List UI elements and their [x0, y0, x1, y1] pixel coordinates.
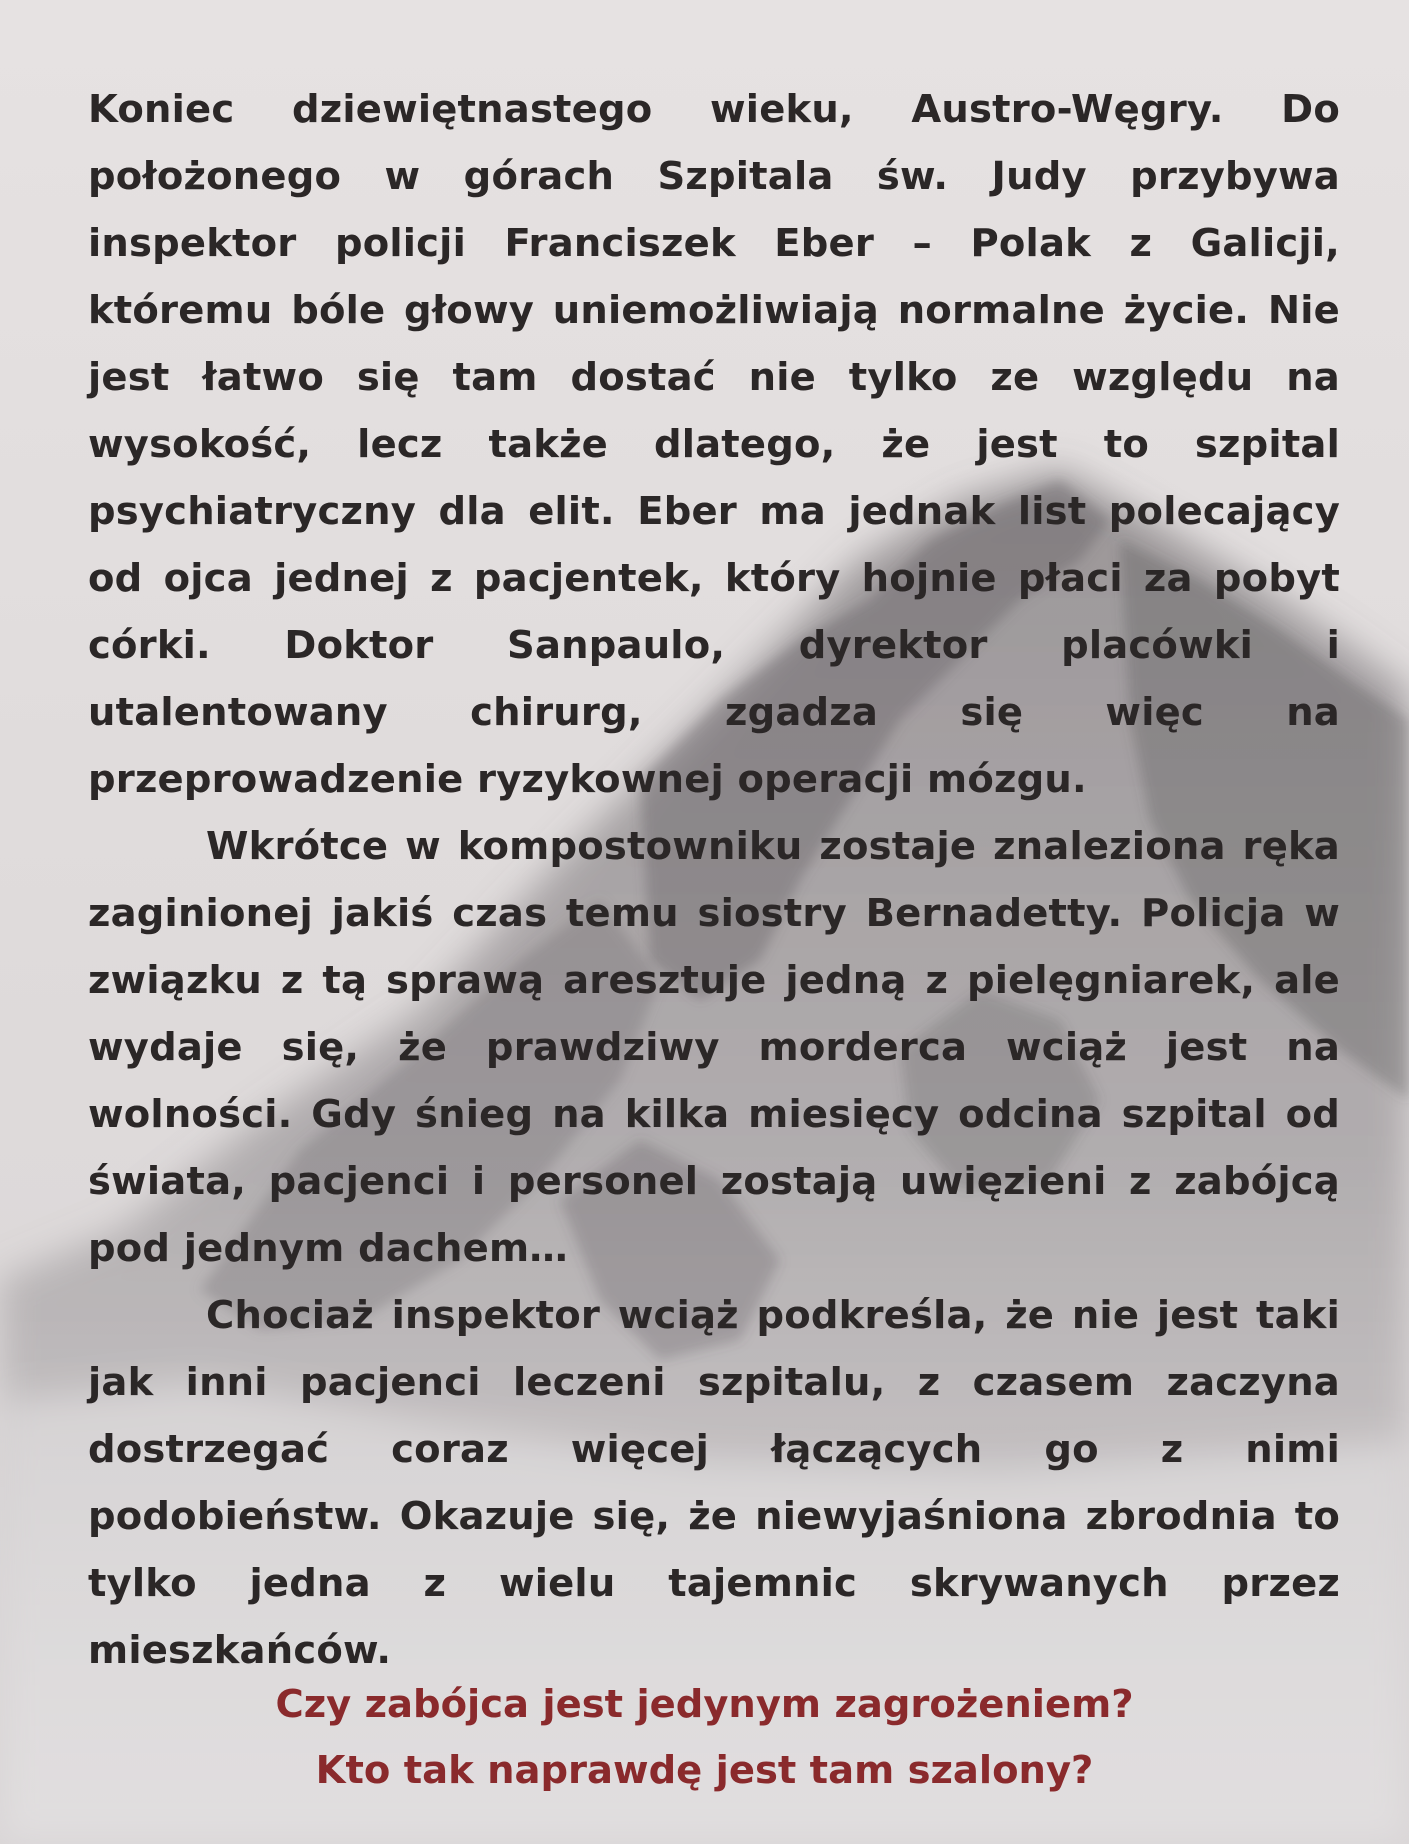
- teaser-questions: [0, 1672, 1409, 1804]
- blurb-paragraph-2: Wkrótce w kompostowniku zostaje znaleziona ręka zaginionej jakiś czas temu siostry Bernadetty. Policja w związku z tą sprawą aresztuje jedną z pielęgniarek, ale wydaje się, że prawdziwy morderca wciąż jest na wolności. Gdy śnieg na kilka miesięcy odcina szpital od świata, pacjenci i personel zostają uwięzieni z zabójcą pod jednym dachem…: [88, 824, 1340, 1271]
- blurb-paragraph-1: Koniec dziewiętnastego wieku, Austro-Węgry. Do położonego w górach Szpitala św. Judy przybywa inspektor policji Franciszek Eber – Polak z Galicji, któremu bóle głowy uniemożliwiają normalne życie. Nie jest łatwo się tam dostać nie tylko ze względu na wysokość, lecz także dlatego, że jest to szpital psychiatryczny dla elit. Eber ma jednak list polecający od ojca jednej z pacjentek, który hojnie płaci za pobyt córki. Doktor Sanpaulo, dyrektor placówki i utalentowany chirurg, zgadza się więc na przeprowadzenie ryzykownej operacji mózgu.: [88, 87, 1340, 802]
- blurb-text: [88, 76, 1340, 1684]
- teaser-question-1: Czy zabójca jest jedynym zagrożeniem?: [275, 1682, 1134, 1727]
- blurb-paragraph-3: Chociaż inspektor wciąż podkreśla, że nie jest taki jak inni pacjenci leczeni szpitalu, z czasem zaczyna dostrzegać coraz więcej łączących go z nimi podobieństw. Okazuje się, że niewyjaśniona zbrodnia to tylko jedna z wielu tajemnic skrywanych przez mieszkańców.: [88, 1293, 1340, 1673]
- teaser-question-2: Kto tak naprawdę jest tam szalony?: [315, 1748, 1094, 1793]
